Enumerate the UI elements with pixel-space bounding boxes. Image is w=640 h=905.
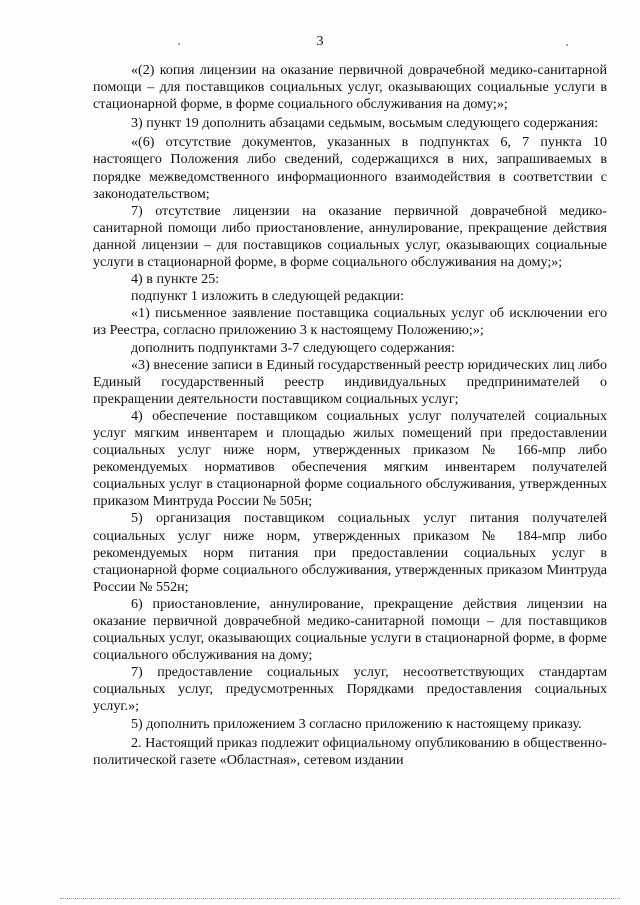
paragraph: 3) пункт 19 дополнить абзацами седьмым, восьмым следующего содержания: xyxy=(131,115,599,132)
paragraph: «(2) копия лицензии на оказание первичной доврачебной медико-санитарной помощи – для поставщиков социальных услуг, оказывающих социальные услуги в стационарной форме, в форме социального обслуживания на дому;»; xyxy=(93,62,607,113)
paragraph: подпункт 1 изложить в следующей редакции: xyxy=(131,288,405,305)
paragraph: 7) предоставление социальных услуг, несоответствующих стандартам социальных услуг, предусмотренных Порядками предоставления социальных услуг.»; xyxy=(93,664,607,715)
page-number: 3 xyxy=(316,34,324,49)
paragraph: «(6) отсутствие документов, указанных в подпунктах 6, 7 пункта 10 настоящего Положения либо сведений, содержащихся в них, запрашиваемых в порядке межведомственного информационного взаимодействия в соответствии с законодательством; xyxy=(93,134,607,202)
scan-edge-line xyxy=(60,898,620,899)
paragraph: 4) в пункте 25: xyxy=(131,271,220,288)
paragraph: 6) приостановление, аннулирование, прекращение действия лицензии на оказание первичной доврачебной медико-санитарной помощи – для поставщиков социальных услуг, оказывающих социальные услуги в стационарной форме, в форме социального обслуживания на дому; xyxy=(93,595,607,664)
paragraph: 7) отсутствие лицензии на оказание первичной доврачебной медико-санитарной помощи либо приостановление, аннулирование, прекращение действия данной лицензии – для поставщиков социальных услуг, оказывающих социальные услуги в стационарной форме, в форме социального обслуживания на дому;»; xyxy=(93,202,607,271)
paragraph: 2. Настоящий приказ подлежит официальному опубликованию в общественно-политической газете «Областная», сетевом издании xyxy=(93,734,607,768)
paragraph: «1) письменное заявление поставщика социальных услуг об исключении его из Реестра, согласно приложению 3 к настоящему Положению;»; xyxy=(93,305,607,339)
paragraph: 5) дополнить приложением 3 согласно приложению к настоящему приказу. xyxy=(131,715,582,732)
paragraph: «3) внесение записи в Единый государственный реестр юридических лиц либо Единый государственный реестр индивидуальных предпринимателей о прекращении деятельности поставщиком социальных услуг; xyxy=(93,356,607,407)
document-body xyxy=(93,62,607,769)
paragraph: дополнить подпунктами 3-7 следующего содержания: xyxy=(131,339,455,356)
paragraph: 5) организация поставщиком социальных услуг питания получателей социальных услуг ниже норм, утвержденных приказом № 184-мпр либо рекомендуемых норм питания при предоставлении социальных услуг в стационарной форме социального обслуживания, утвержденных приказом Минтруда России № 552н; xyxy=(93,510,607,595)
paragraph: 4) обеспечение поставщиком социальных услуг получателей социальных услуг мягким инвентарем и площадью жилых помещений при предоставлении социальных услуг ниже норм, утвержденных приказом № 166-мпр либо рекомендуемых нормативов обеспечения мягким инвентарем получателей социальных услуг в стационарной форме социального обслуживания, утвержденных приказом Минтруда России № 505н; xyxy=(93,407,607,510)
